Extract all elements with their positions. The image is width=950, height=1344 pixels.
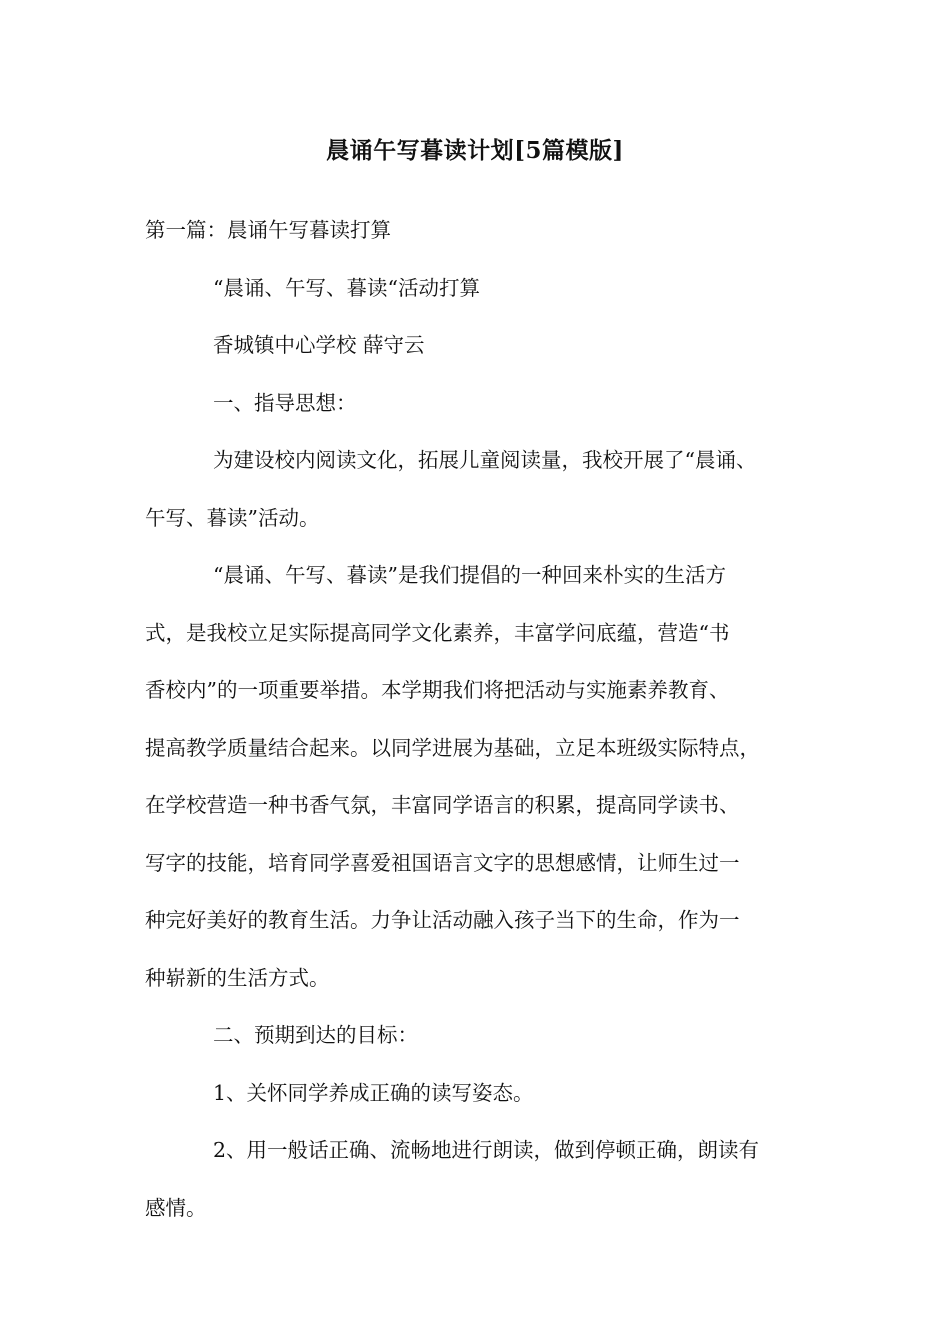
text-line: 种完好美好的教育生活。力争让活动融入孩子当下的生命，作为一: [145, 908, 740, 932]
text-line: 午写、暮读”活动。: [145, 505, 320, 530]
text-line: 为建设校内阅读文化，拓展儿童阅读量，我校开展了“晨诵、: [213, 448, 757, 472]
document-body: [145, 202, 810, 1237]
text-line: 二、预期到达的目标：: [213, 1023, 418, 1047]
paragraph-description: [145, 547, 810, 605]
section-heading-part-one: [145, 202, 810, 260]
text-line: “晨诵、午写、暮读”是我们提倡的一种回来朴实的生活方: [213, 563, 726, 587]
goal-item-2-continued: [145, 1180, 810, 1238]
text-line: 一、指导思想：: [213, 390, 357, 415]
paragraph-intro: [145, 432, 810, 490]
text-line: 香城镇中心学校 薛守云: [213, 333, 425, 357]
author-line: [145, 317, 810, 375]
text-line: 第一篇：晨诵午写暮读打算: [145, 218, 391, 242]
document-title: 晨诵午写暮读计划[5篇模版]: [326, 137, 624, 164]
activity-plan-subtitle: [145, 260, 810, 318]
text-line: 2、用一般话正确、流畅地进行朗读，做到停顿正确，朗读有: [213, 1138, 760, 1162]
text-line: 在学校营造一种书香气氛，丰富同学语言的积累，提高同学读书、: [145, 793, 740, 817]
text-line: 式，是我校立足实际提高同学文化素养，丰富学问底蕴，营造“书: [145, 620, 730, 645]
text-line: 提高教学质量结合起来。以同学进展为基础，立足本班级实际特点，: [145, 735, 760, 760]
text-line: 香校内”的一项重要举措。本学期我们将把活动与实施素养教育、: [145, 678, 730, 702]
paragraph-intro-continued: [145, 490, 810, 548]
text-line: 1、关怀同学养成正确的读写姿态。: [213, 1080, 534, 1105]
heading-expected-goals: [145, 1007, 810, 1065]
goal-item-1: [145, 1065, 810, 1123]
heading-guiding-ideology: [145, 375, 810, 433]
text-line: 种崭新的生活方式。: [145, 965, 330, 990]
text-line: 感情。: [145, 1195, 207, 1220]
paragraph-description-continued: [145, 605, 810, 1008]
goal-item-2: [145, 1122, 810, 1180]
text-line: “晨诵、午写、暮读“活动打算: [213, 275, 480, 300]
text-line: 写字的技能，培育同学喜爱祖国语言文字的思想感情，让师生过一: [145, 850, 740, 875]
